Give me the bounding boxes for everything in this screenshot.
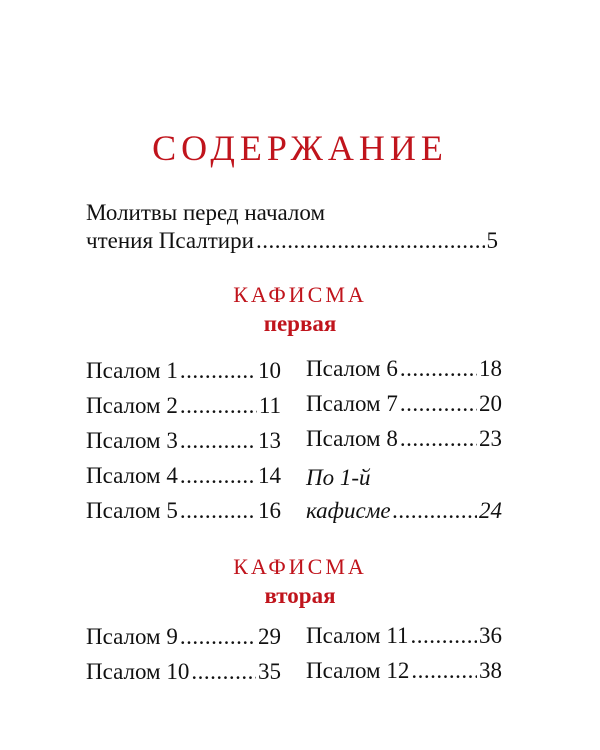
- toc-entry-page: 5: [486, 228, 498, 253]
- toc-entry-page: 38: [479, 658, 502, 683]
- toc-entry-label: Псалом 2: [86, 393, 178, 418]
- kathisma-2-subheading: вторая: [264, 583, 336, 608]
- toc-entry-label: Псалом 12: [306, 658, 410, 683]
- toc-entry-psalm-1[interactable]: [86, 357, 281, 385]
- toc-entry-page: 16: [258, 498, 281, 523]
- toc-entry-psalm-10[interactable]: [86, 658, 281, 686]
- toc-entry-page: 36: [479, 623, 502, 648]
- dot-leader: [411, 622, 477, 650]
- toc-entry-page: 11: [258, 393, 281, 418]
- toc-entry-psalm-7[interactable]: [306, 390, 502, 418]
- toc-entry-psalm-3[interactable]: [86, 427, 281, 455]
- toc-entry-label: Псалом 7: [306, 391, 398, 416]
- toc-entry-psalm-9[interactable]: [86, 623, 281, 651]
- dot-leader: [180, 427, 256, 455]
- kathisma-2-heading: КАФИСМА: [233, 554, 367, 579]
- dot-leader: [393, 497, 477, 525]
- toc-entry-label: Псалом 6: [306, 356, 398, 381]
- toc-entry-psalm-5[interactable]: [86, 497, 281, 525]
- toc-entry-page: 14: [258, 463, 281, 488]
- toc-entry-psalm-8[interactable]: [306, 425, 502, 453]
- kathisma-1-heading: КАФИСМА: [233, 282, 367, 307]
- page-title: СОДЕРЖАНИЕ: [152, 128, 448, 168]
- toc-entry-page: 23: [479, 426, 502, 451]
- dot-leader: [400, 355, 477, 383]
- dot-leader: [180, 497, 256, 525]
- toc-entry-page: 29: [258, 624, 281, 649]
- toc-entry-label: Псалом 3: [86, 428, 178, 453]
- toc-entry-psalm-11[interactable]: [306, 622, 502, 650]
- toc-entry-label: Псалом 4: [86, 463, 178, 488]
- toc-entry-page: 20: [479, 391, 502, 416]
- dot-leader: [180, 357, 256, 385]
- toc-entry-label: Псалом 10: [86, 659, 190, 684]
- toc-entry-label: Псалом 5: [86, 498, 178, 523]
- toc-entry-page: 10: [258, 358, 281, 383]
- dot-leader: [180, 392, 257, 420]
- toc-entry-label: Псалом 11: [306, 623, 409, 648]
- toc-entry-psalm-4[interactable]: [86, 462, 281, 490]
- toc-entry-label: Псалом 8: [306, 426, 398, 451]
- dot-leader: [256, 227, 485, 255]
- toc-entry-psalm-12[interactable]: [306, 657, 502, 685]
- toc-entry-page: 13: [258, 428, 281, 453]
- toc-entry-intro[interactable]: [86, 227, 498, 255]
- intro-line-1: Молитвы перед началом: [86, 200, 326, 225]
- dot-leader: [180, 462, 256, 490]
- toc-entry-label: Псалом 1: [86, 358, 178, 383]
- toc-entry-label: чтения Псалтири: [86, 228, 254, 253]
- dot-leader: [180, 623, 256, 651]
- dot-leader: [411, 657, 477, 685]
- dot-leader: [400, 390, 477, 418]
- kathisma-1-subheading: первая: [263, 311, 337, 336]
- dot-leader: [400, 425, 477, 453]
- toc-entry-page: 35: [258, 659, 281, 684]
- toc-entry-page: 18: [479, 356, 502, 381]
- toc-entry-after-kathisma-line-1: По 1-й: [306, 465, 371, 490]
- toc-entry-psalm-6[interactable]: [306, 355, 502, 383]
- toc-entry-after-kathisma-1[interactable]: [306, 497, 502, 525]
- toc-entry-psalm-2[interactable]: [86, 392, 281, 420]
- toc-entry-page: 24: [479, 498, 502, 523]
- toc-entry-label: кафисме: [306, 498, 391, 523]
- dot-leader: [191, 658, 256, 686]
- toc-entry-label: Псалом 9: [86, 624, 178, 649]
